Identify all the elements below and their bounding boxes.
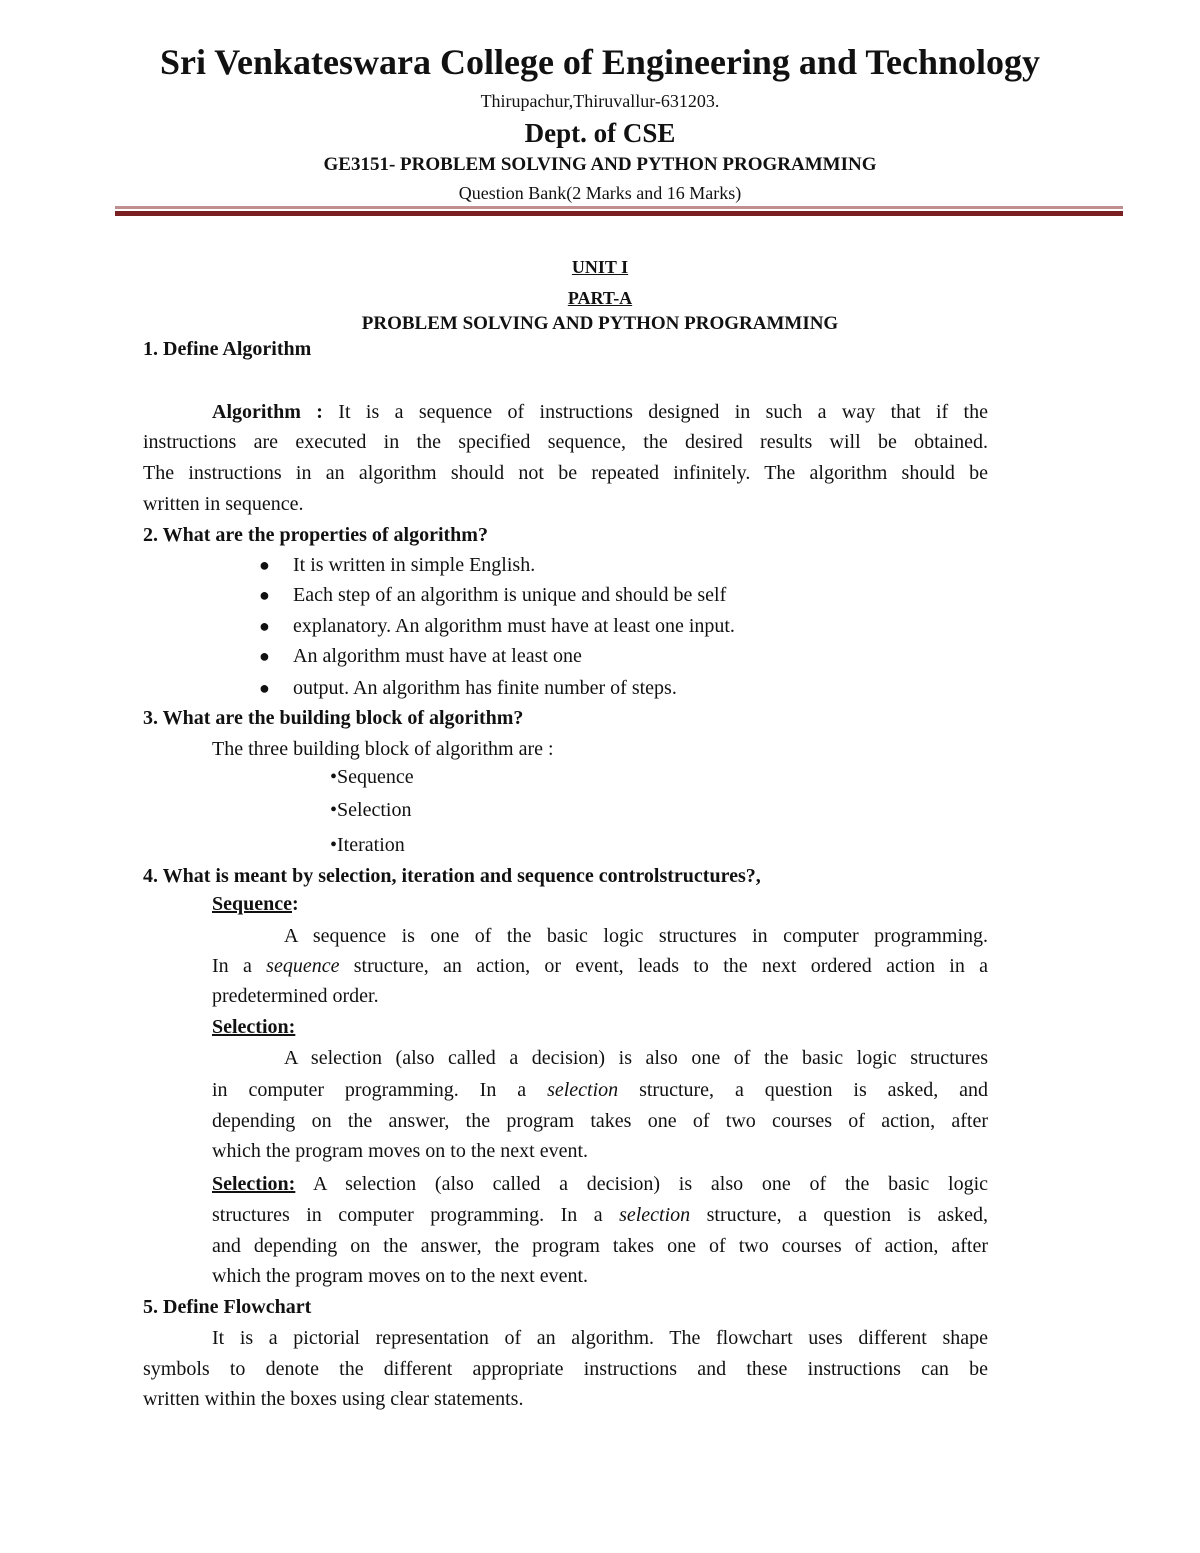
- college-name: Sri Venkateswara College of Engineering and Technology: [159, 42, 1041, 82]
- text: structure, a question is asked, and: [639, 1079, 989, 1101]
- text: in computer programming. In a: [212, 1079, 527, 1101]
- question-2: 2. What are the properties of algorithm?: [143, 524, 488, 546]
- selection-line: [212, 1078, 988, 1102]
- selection2-line: which the program moves on to the next event.: [212, 1265, 589, 1287]
- text: selection: [619, 1204, 691, 1226]
- bullet-icon: ●: [259, 585, 270, 605]
- answer-1-line: The instructions in an algorithm should not be repeated infinitely. The algorithm should be: [143, 462, 988, 484]
- text: Sequence: [337, 766, 414, 788]
- bullet-icon: ●: [259, 678, 270, 698]
- unit-heading: UNIT I: [571, 257, 629, 277]
- course-title: GE3151- PROBLEM SOLVING AND PYTHON PROGRAMMING: [323, 154, 877, 175]
- selection-line: depending on the answer, the program takes one of two courses of action, after: [212, 1110, 988, 1132]
- answer-1-line: written in sequence.: [143, 493, 304, 515]
- answer-1-line: instructions are executed in the specified sequence, the desired results will be obtained.: [143, 431, 988, 453]
- question-4: 4. What is meant by selection, iteration and sequence controlstructures?,: [143, 865, 761, 887]
- text: Selection: [337, 799, 412, 821]
- selection2-line: [212, 1172, 988, 1196]
- department: Dept. of CSE: [524, 118, 676, 148]
- bullet-icon: ●: [259, 555, 270, 575]
- sequence-line: A sequence is one of the basic logic structures in computer programming.: [284, 925, 988, 947]
- selection2-line: [212, 1203, 988, 1227]
- list-item: •Selection: [330, 799, 412, 821]
- answer-5-line: symbols to denote the different appropriate instructions and these instructions can be: [143, 1358, 988, 1380]
- list-item: output. An algorithm has finite number of steps.: [293, 677, 677, 699]
- question-1: 1. Define Algorithm: [143, 338, 312, 360]
- bullet-icon: ●: [259, 646, 270, 666]
- college-address: Thirupachur,Thiruvallur-631203.: [480, 91, 720, 111]
- sequence-line: predetermined order.: [212, 985, 379, 1007]
- list-item: •Sequence: [330, 766, 414, 788]
- list-item: An algorithm must have at least one: [293, 645, 582, 667]
- header-divider-thin: [115, 206, 1123, 209]
- sequence-heading: Sequence:: [212, 893, 299, 915]
- part-heading: PART-A: [567, 288, 633, 308]
- text: structures in computer programming. In a: [212, 1204, 603, 1226]
- text: selection: [547, 1079, 619, 1101]
- selection2-heading: Selection:: [212, 1173, 296, 1195]
- document-subtitle: Question Bank(2 Marks and 16 Marks): [458, 183, 742, 203]
- selection-heading: Selection:: [212, 1016, 296, 1038]
- text: In a: [212, 955, 252, 977]
- list-item: It is written in simple English.: [293, 554, 536, 576]
- text: structure, an action, or event, leads to the next ordered action in a: [353, 955, 989, 977]
- text: It is a sequence of instructions designed in such a way that if the: [338, 401, 988, 423]
- selection-line: A selection (also called a decision) is also one of the basic logic structures: [284, 1047, 988, 1069]
- term-algorithm: Algorithm :: [212, 401, 323, 423]
- list-item: •Iteration: [330, 834, 405, 856]
- answer-5-line: written within the boxes using clear statements.: [143, 1388, 524, 1410]
- selection-line: which the program moves on to the next event.: [212, 1140, 589, 1162]
- question-3: 3. What are the building block of algorithm?: [143, 707, 524, 729]
- sequence-line: [212, 954, 988, 978]
- text: structure, a question is asked,: [706, 1204, 988, 1226]
- text: A selection (also called a decision) is also one of the basic logic: [312, 1173, 989, 1195]
- list-item: explanatory. An algorithm must have at least one input.: [293, 615, 735, 637]
- question-5: 5. Define Flowchart: [143, 1296, 312, 1318]
- text: sequence: [266, 955, 340, 977]
- answer-1-line: [212, 400, 988, 424]
- text: Iteration: [337, 834, 405, 856]
- list-item: Each step of an algorithm is unique and should be self: [293, 584, 727, 606]
- section-title: PROBLEM SOLVING AND PYTHON PROGRAMMING: [361, 313, 839, 334]
- selection2-line: and depending on the answer, the program takes one of two courses of action, after: [212, 1235, 988, 1257]
- header-divider-thick: [115, 211, 1123, 216]
- answer-5-line: It is a pictorial representation of an algorithm. The flowchart uses different shape: [212, 1327, 988, 1349]
- answer-3-intro: The three building block of algorithm are :: [212, 738, 554, 760]
- text: Sequence: [212, 893, 292, 915]
- bullet-icon: ●: [259, 616, 270, 636]
